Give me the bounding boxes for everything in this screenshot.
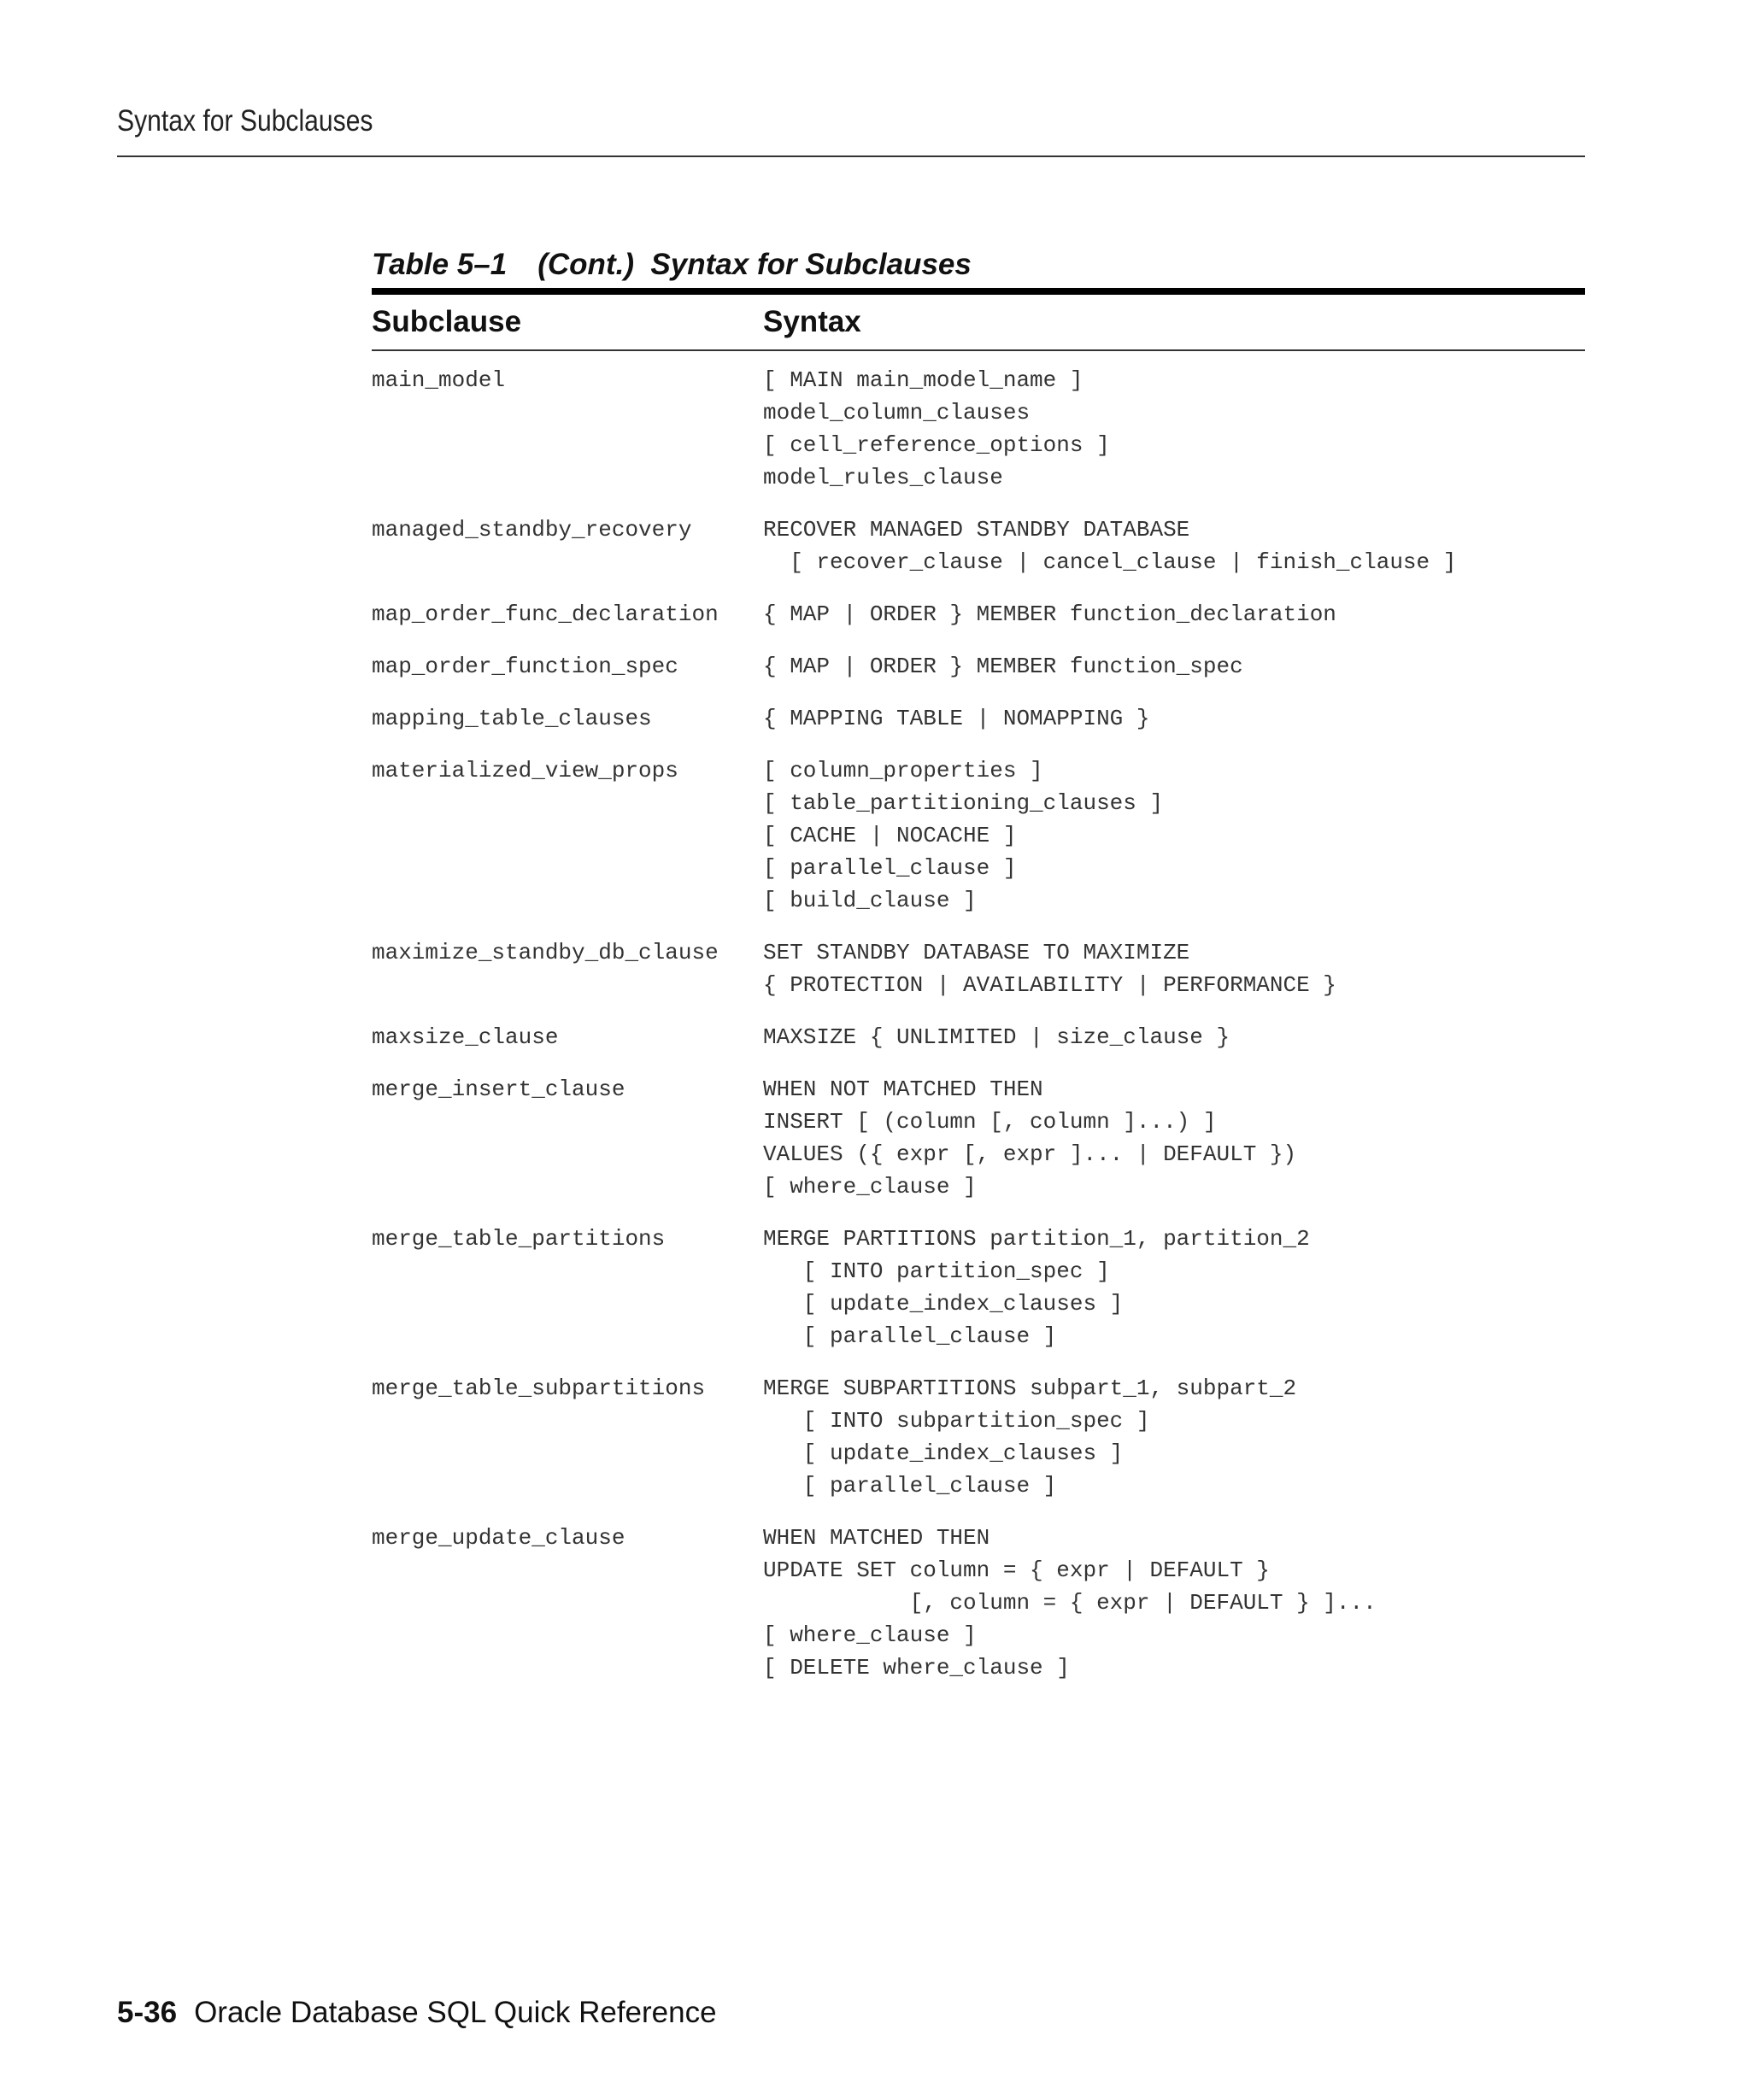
table-row [372,1073,1585,1203]
column-header-syntax: Syntax [763,305,861,338]
syntax-cell: [ MAIN main_model_name ] model_column_clauses [ cell_reference_options ] model_rules_clause [763,367,1110,490]
table-row [372,1372,1585,1502]
page-footer [117,1996,717,2030]
subclause-cell: mapping_table_clauses [372,706,652,731]
table-top-rule [372,288,1585,295]
subclause-cell: merge_table_partitions [372,1226,666,1252]
subclause-cell: merge_insert_clause [372,1076,625,1102]
running-head: Syntax for Subclauses [117,104,373,138]
table-row [372,754,1585,917]
subclause-cell: main_model [372,367,506,393]
book-title: Oracle Database SQL Quick Reference [194,1996,717,2029]
syntax-table [372,242,1585,1704]
syntax-cell: MAXSIZE { UNLIMITED | size_clause } [763,1024,1230,1050]
syntax-cell: { MAPPING TABLE | NOMAPPING } [763,706,1150,731]
table-row [372,936,1585,1001]
syntax-cell: WHEN MATCHED THEN UPDATE SET column = { expr | DEFAULT } [, column = { expr | DEFAULT } ]... [ where_clause ] [ DELETE where_clause ] [763,1525,1377,1681]
syntax-cell: MERGE PARTITIONS partition_1, partition_2 [ INTO partition_spec ] [ update_index_clauses ] [ parallel_clause ] [763,1226,1310,1349]
table-row [372,1021,1585,1053]
table-row [372,650,1585,683]
table-title: (Cont.) Syntax for Subclauses [537,248,972,281]
table-row [372,364,1585,494]
table-number: Table 5–1 [372,248,508,281]
syntax-cell: { MAP | ORDER } MEMBER function_spec [763,654,1243,679]
table-row [372,1522,1585,1684]
header-rule [117,155,1585,157]
syntax-cell: { MAP | ORDER } MEMBER function_declaration [763,601,1336,627]
subclause-cell: merge_update_clause [372,1525,625,1551]
syntax-cell: WHEN NOT MATCHED THEN INSERT [ (column [, column ]...) ] VALUES ({ expr [, expr ]... | DEFAULT }) [ where_clause ] [763,1076,1297,1200]
subclause-cell: managed_standby_recovery [372,517,692,543]
subclause-cell: map_order_func_declaration [372,601,719,627]
syntax-cell: SET STANDBY DATABASE TO MAXIMIZE { PROTECTION | AVAILABILITY | PERFORMANCE } [763,940,1336,998]
table-row [372,702,1585,735]
subclause-cell: maxsize_clause [372,1024,559,1050]
table-header-row [372,295,1585,351]
subclause-cell: merge_table_subpartitions [372,1376,706,1401]
table-row [372,513,1585,578]
subclause-cell: materialized_view_props [372,758,678,783]
table-row [372,598,1585,631]
page-number: 5-36 [117,1996,178,2029]
table-row [372,1223,1585,1352]
subclause-cell: maximize_standby_db_clause [372,940,719,965]
subclause-cell: map_order_function_spec [372,654,678,679]
table-body [372,351,1585,1684]
syntax-cell: [ column_properties ] [ table_partitioning_clauses ] [ CACHE | NOCACHE ] [ parallel_clause ] [ build_clause ] [763,758,1164,913]
syntax-cell: RECOVER MANAGED STANDBY DATABASE [ recover_clause | cancel_clause | finish_clause ] [763,517,1457,575]
column-header-subclause: Subclause [372,305,522,338]
table-caption [372,242,1585,288]
syntax-cell: MERGE SUBPARTITIONS subpart_1, subpart_2 [ INTO subpartition_spec ] [ update_index_clauses ] [ parallel_clause ] [763,1376,1297,1499]
